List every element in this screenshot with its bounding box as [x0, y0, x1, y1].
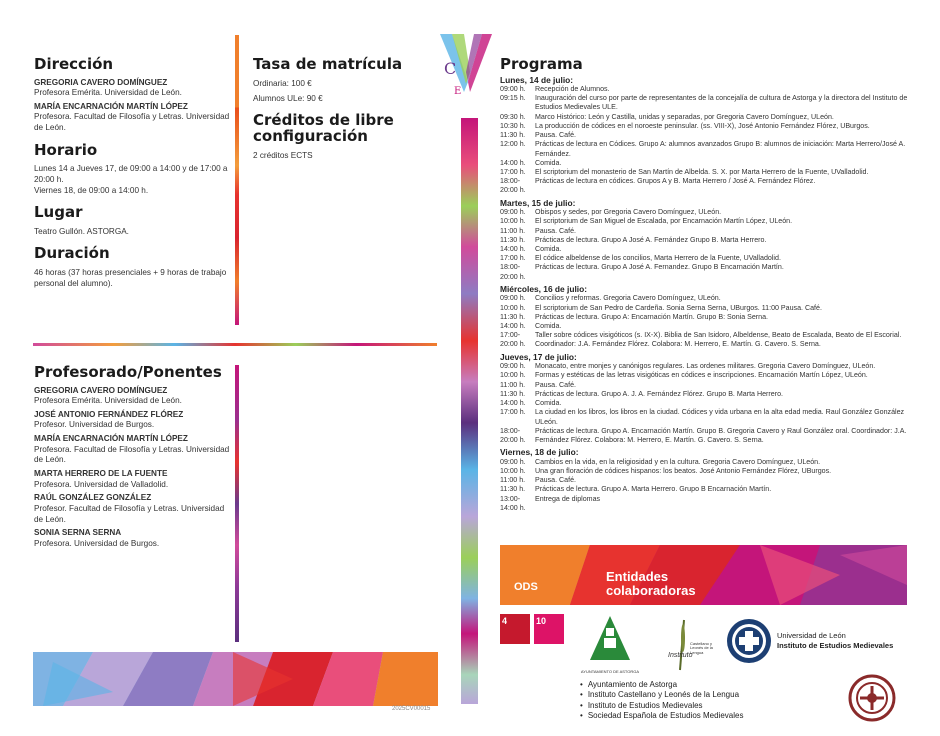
day-heading: Viernes, 18 de julio:	[500, 447, 579, 458]
schedule-time: 09:15 h.	[500, 94, 526, 103]
ods-number: 4	[502, 616, 508, 626]
duracion-title: Duración	[34, 244, 110, 263]
profesor-item	[34, 469, 234, 490]
direccion-title: Dirección	[34, 55, 114, 73]
schedule-row	[500, 322, 910, 331]
schedule-time: 10:30 h.	[500, 121, 526, 130]
schedule-time: 17:00 h.	[500, 408, 526, 417]
decorative-footer-strip	[33, 652, 438, 706]
schedule-time: 12:00 h.	[500, 140, 526, 149]
schedule-time: 14:00 h.	[500, 322, 526, 331]
entidades-label	[606, 570, 696, 597]
entidades-list	[580, 680, 743, 722]
schedule-row	[500, 85, 910, 94]
schedule-time: 11:30 h.	[500, 389, 526, 398]
profesor-item	[34, 410, 234, 431]
profesor-item	[34, 434, 234, 466]
schedule-desc: Taller sobre códices visigóticos (s. IX-X). Biblia de San Isidoro, Albeldense, Beato de Escalada, Beato de El Escorial. Coordinador: J.A. Fernández Flórez. Colabora: M. Herrero, E. Martín. G. Cavero. S. Serna.	[535, 331, 902, 349]
schedule-time: 09:00 h.	[500, 457, 526, 466]
instituto-caption: Instituto	[668, 652, 693, 659]
person-name: GREGORIA CAVERO DOMÍNGUEZ	[34, 385, 168, 395]
schedule-desc: Pausa. Café.	[535, 476, 577, 485]
person-name: RAÚL GONZÁLEZ GONZÁLEZ	[34, 493, 152, 503]
ule-name: Universidad de León	[777, 631, 846, 640]
schedule-row	[500, 217, 910, 226]
day-heading: Miércoles, 16 de julio:	[500, 283, 588, 294]
schedule-desc: Prácticas de lectura. Grupo A. J. A. Fernández Flórez. Grupo B. Marta Herrero.	[535, 389, 783, 398]
ayuntamiento-caption: AYUNTAMIENTO DE ASTORGA	[580, 669, 640, 674]
schedule-row	[500, 476, 910, 485]
instituto-lengua-logo	[668, 618, 724, 674]
seem-logo	[848, 674, 896, 722]
schedule-desc: Prácticas de lectura en Códices. Grupo A: alumnos avanzados Grupo B: alumnos de iniciación: Marta Herrero/José A. Fernández.	[535, 140, 906, 158]
ule-text	[777, 631, 893, 651]
schedule-desc: Marco Histórico: León y Castilla, unidas y separadas, por Gregoria Cavero Domínguez, ULeón.	[535, 112, 834, 121]
schedule-row	[500, 177, 910, 195]
ods-label: ODS	[514, 581, 538, 593]
horario-line: Viernes 18, de 09:00 a 14:00 h.	[34, 186, 149, 196]
schedule-desc: Prácticas de lectura. Grupo A José A. Fernandez. Grupo B Encarnación Martín.	[535, 263, 784, 272]
person-desc: Profesor. Facultad de Filosofía y Letras. Universidad de León.	[34, 504, 225, 524]
ods10-icon	[534, 614, 564, 644]
ods-number: 10	[536, 616, 547, 626]
duracion-text: 46 horas (37 horas presenciales + 9 horas de trabajo personal del alumno).	[34, 267, 227, 288]
ule-seal-icon	[725, 617, 773, 665]
schedule-row	[500, 381, 910, 390]
ule-institute: Instituto de Estudios Medievales	[777, 640, 894, 650]
schedule-time: 11:00 h.	[500, 476, 526, 485]
polygon-pattern	[33, 652, 438, 706]
schedule-desc: El scriptorium de San Miguel de Escalada, por Encarnación Martín López, ULeón.	[535, 217, 793, 226]
lugar-title: Lugar	[34, 203, 83, 222]
schedule-time: 14:00 h.	[500, 245, 526, 253]
schedule-row	[500, 140, 910, 158]
schedule-desc: El scriptorium de San Pedro de Cardeña. Sonia Serna Serna, UBurgos. 11:00 Pausa. Café.	[535, 303, 822, 312]
cv-monogram-icon	[438, 32, 494, 102]
schedule-time: 09:00 h.	[500, 208, 526, 217]
schedule-time: 09:00 h.	[500, 294, 526, 303]
document-code: 2025CV00015	[392, 706, 431, 712]
schedule-desc: Prácticas de lectura. Grupo A José A. Fernández Grupo B. Marta Herrero.	[535, 235, 767, 244]
schedule-time: 18:00-20:00 h.	[500, 263, 526, 281]
person-desc: Profesora. Facultad de Filosofía y Letras. Universidad de León.	[34, 112, 230, 133]
list-item: • Ayuntamiento de Astorga	[580, 680, 743, 690]
programa-section	[500, 56, 910, 513]
schedule-time: 11:30 h.	[500, 312, 526, 321]
schedule-desc: La ciudad en los libros, los libros en la ciudad. Códices y vida urbana en la alta edad media. Raul González González ULeón.	[535, 408, 905, 426]
schedule-row	[500, 390, 910, 399]
schedule-time: 09:30 h.	[500, 112, 526, 121]
schedule-desc: Pausa. Café.	[535, 380, 577, 389]
profesorado-section	[34, 364, 234, 550]
tasa-title: Tasa de matrícula	[253, 55, 403, 73]
schedule-desc: Recepción de Alumnos.	[535, 85, 610, 93]
schedule-time: 11:30 h.	[500, 235, 526, 244]
schedule-time: 18:00-20:00 h.	[500, 426, 526, 444]
horizontal-divider	[33, 343, 437, 346]
profesor-item	[34, 493, 234, 525]
schedule-row	[500, 362, 910, 371]
schedule-time: 17:00-20:00 h.	[500, 331, 526, 349]
schedule-row	[500, 331, 910, 349]
schedule-time: 14:00 h.	[500, 399, 526, 408]
seem-seal-icon	[848, 674, 896, 722]
schedule-desc: Comida.	[535, 399, 562, 408]
entidades-label-line: Entidades	[606, 569, 669, 584]
person-name: MARTA HERRERO DE LA FUENTE	[34, 469, 168, 479]
schedule-row	[500, 495, 910, 513]
schedule-desc: Comida.	[535, 245, 562, 253]
schedule-row	[500, 467, 910, 476]
schedule-desc: Comida.	[535, 158, 562, 167]
schedule-desc: Pausa. Café.	[535, 131, 577, 140]
programa-days	[500, 75, 910, 513]
schedule-desc: Entrega de diplomas	[535, 494, 601, 503]
horario-title: Horario	[34, 140, 98, 159]
schedule-row	[500, 227, 910, 236]
schedule-time: 17:00 h.	[500, 167, 526, 176]
programa-title: Programa	[500, 55, 583, 73]
schedule-time: 11:30 h.	[500, 131, 526, 140]
schedule-row	[500, 408, 910, 426]
schedule-time: 18:00-20:00 h.	[500, 177, 526, 195]
schedule-desc: Pausa. Café.	[535, 226, 577, 235]
profesor-item	[34, 528, 234, 549]
creditos-title: Créditos de libre configuración	[253, 110, 394, 146]
schedule-row	[500, 313, 910, 322]
person-desc: Profesora Emérita. Universidad de León.	[34, 88, 182, 98]
schedule-desc: El códice albeldense de los concilios, Marta Herrero de la Fuente, UValladolid.	[535, 254, 781, 263]
person-desc: Profesor. Universidad de Burgos.	[34, 420, 155, 430]
schedule-desc: Prácticas de lectura. Grupo A: Encarnación Martín. Grupo B: Sonia Serna.	[535, 312, 769, 321]
list-item: • Sociedad Española de Estudios Medievales	[580, 711, 743, 721]
schedule-desc: Una gran floración de códices hispanos: los beatos. José Antonio Fernández Flórez, UBurgos.	[535, 466, 832, 475]
profesor-item	[34, 386, 234, 407]
day-heading: Lunes, 14 de julio:	[500, 74, 574, 85]
schedule-desc: La producción de códices en el noroeste peninsular. (ss. VIII-X), José Antonio Fernández Flórez, UBurgos.	[535, 121, 870, 130]
schedule-desc: Prácticas de lectura. Grupo A. Encarnación Martín. Grupo B. Gregoria Cavero y Raul González oral. Coordinador: J.A. Fernández Flórez. Colabora: M. Herrero, E. Martín. G. Cavero. S. Serna.	[535, 426, 907, 444]
person-desc: Profesora. Facultad de Filosofía y Letras. Universidad de León.	[34, 444, 230, 465]
svg-text:E: E	[454, 86, 462, 97]
left-column	[34, 56, 234, 289]
person-name: JOSÉ ANTONIO FERNÁNDEZ FLÓREZ	[34, 409, 184, 419]
list-item: • Instituto de Estudios Medievales	[580, 701, 743, 711]
list-item: • Instituto Castellano y Leonés de la Lengua	[580, 690, 743, 700]
vertical-accent-bar	[235, 365, 239, 642]
horario-line: Lunes 14 a Jueves 17, de 09:00 a 14:00 y de 17:00 a 20:00 h.	[34, 164, 228, 185]
tasa-ordinaria: Ordinaria: 100 €	[253, 78, 312, 88]
schedule-desc: El scriptorium del monasterio de San Martín de Albelda. S. X. por Marta Herrero de la Fuente, UValladolid.	[535, 167, 869, 176]
day-heading: Jueves, 17 de julio:	[500, 351, 577, 362]
schedule-row	[500, 485, 910, 494]
schedule-time: 11:00 h.	[500, 226, 526, 235]
schedule-time: 11:00 h.	[500, 380, 526, 389]
schedule-row	[500, 208, 910, 217]
schedule-desc: Inauguración del curso por parte de representantes de la concejalía de cultura de Astorga y la directora del Instituto de Estudios Medievales ULE.	[535, 94, 908, 112]
schedule-row	[500, 131, 910, 140]
schedule-time: 10:00 h.	[500, 303, 526, 312]
person-name: SONIA SERNA SERNA	[34, 528, 122, 538]
schedule-row	[500, 236, 910, 245]
schedule-desc: Cambios en la vida, en la religiosidad y en la cultura. Gregoria Cavero Domínguez, ULeón.	[535, 457, 821, 466]
schedule-desc: Prácticas de lectura en códices. Grupos A y B. Marta Herrero / José A. Fernández Flórez.	[535, 177, 816, 186]
ule-logo	[725, 617, 773, 665]
schedule-row	[500, 122, 910, 131]
person-desc: Profesora. Universidad de Burgos.	[34, 539, 160, 549]
schedule-desc: Obispos y sedes, por Gregoria Cavero Domínguez, ULeón.	[535, 208, 722, 217]
schedule-desc: Prácticas de lectura. Grupo A. Marta Herrero. Grupo B Encarnación Martín.	[535, 485, 772, 494]
lengua-caption: Castellano y Leonés de la Lengua	[690, 641, 713, 655]
tasa-alumnos: Alumnos ULe: 90 €	[253, 93, 323, 103]
middle-column	[253, 56, 433, 161]
ayuntamiento-crest-icon	[580, 614, 640, 664]
banner-pattern	[500, 545, 907, 605]
schedule-desc: Formas y estéticas de las letras visigóticas en códices e inscripciones. Encarnación Martín López, ULeón.	[535, 371, 868, 380]
ayuntamiento-logo	[580, 614, 640, 674]
schedule-row	[500, 304, 910, 313]
entidades-label-line: colaboradoras	[606, 582, 696, 598]
profesorado-title: Profesorado/Ponentes	[34, 363, 222, 381]
schedule-row	[500, 159, 910, 168]
ods4-icon	[500, 614, 530, 644]
schedule-desc: Monacato, entre monjes y canónigos regulares. Las ordenes militares. Gregoria Cavero Domínguez, ULeón.	[535, 362, 876, 371]
schedule-row	[500, 94, 910, 112]
schedule-row	[500, 254, 910, 263]
schedule-row	[500, 427, 910, 445]
schedule-desc: Comida.	[535, 322, 562, 331]
schedule-row	[500, 263, 910, 281]
lugar-text: Teatro Gullón. ASTORGA.	[34, 226, 129, 236]
person-name: MARÍA ENCARNACIÓN MARTÍN LÓPEZ	[34, 434, 188, 444]
schedule-time: 10:00 h.	[500, 217, 526, 226]
schedule-time: 11:30 h.	[500, 485, 526, 494]
direccion-person	[34, 78, 234, 99]
schedule-row	[500, 245, 910, 254]
direccion-person	[34, 102, 234, 134]
person-desc: Profesora. Universidad de Valladolid.	[34, 479, 169, 489]
center-logo	[438, 32, 494, 102]
vertical-color-stripe	[461, 118, 478, 704]
schedule-time: 09:00 h.	[500, 362, 526, 371]
schedule-row	[500, 399, 910, 408]
schedule-row	[500, 458, 910, 467]
schedule-row	[500, 168, 910, 177]
svg-text:C: C	[444, 59, 457, 78]
schedule-time: 09:00 h.	[500, 85, 526, 93]
entidades-banner	[500, 545, 907, 605]
schedule-desc: Concilios y reformas. Gregoria Cavero Domínguez, ULeón.	[535, 294, 721, 303]
schedule-row	[500, 294, 910, 303]
schedule-row	[500, 113, 910, 122]
schedule-time: 10:00 h.	[500, 371, 526, 380]
person-name: GREGORIA CAVERO DOMÍNGUEZ	[34, 77, 168, 87]
schedule-row	[500, 371, 910, 380]
schedule-time: 10:00 h.	[500, 466, 526, 475]
schedule-time: 14:00 h.	[500, 158, 526, 167]
person-desc: Profesora Emérita. Universidad de León.	[34, 396, 182, 406]
schedule-time: 17:00 h.	[500, 254, 526, 263]
person-name: MARÍA ENCARNACIÓN MARTÍN LÓPEZ	[34, 101, 188, 111]
day-heading: Martes, 15 de julio:	[500, 197, 576, 208]
creditos-text: 2 créditos ECTS	[253, 150, 313, 160]
vertical-accent-bar	[235, 35, 239, 325]
schedule-time: 13:00-14:00 h.	[500, 494, 526, 512]
